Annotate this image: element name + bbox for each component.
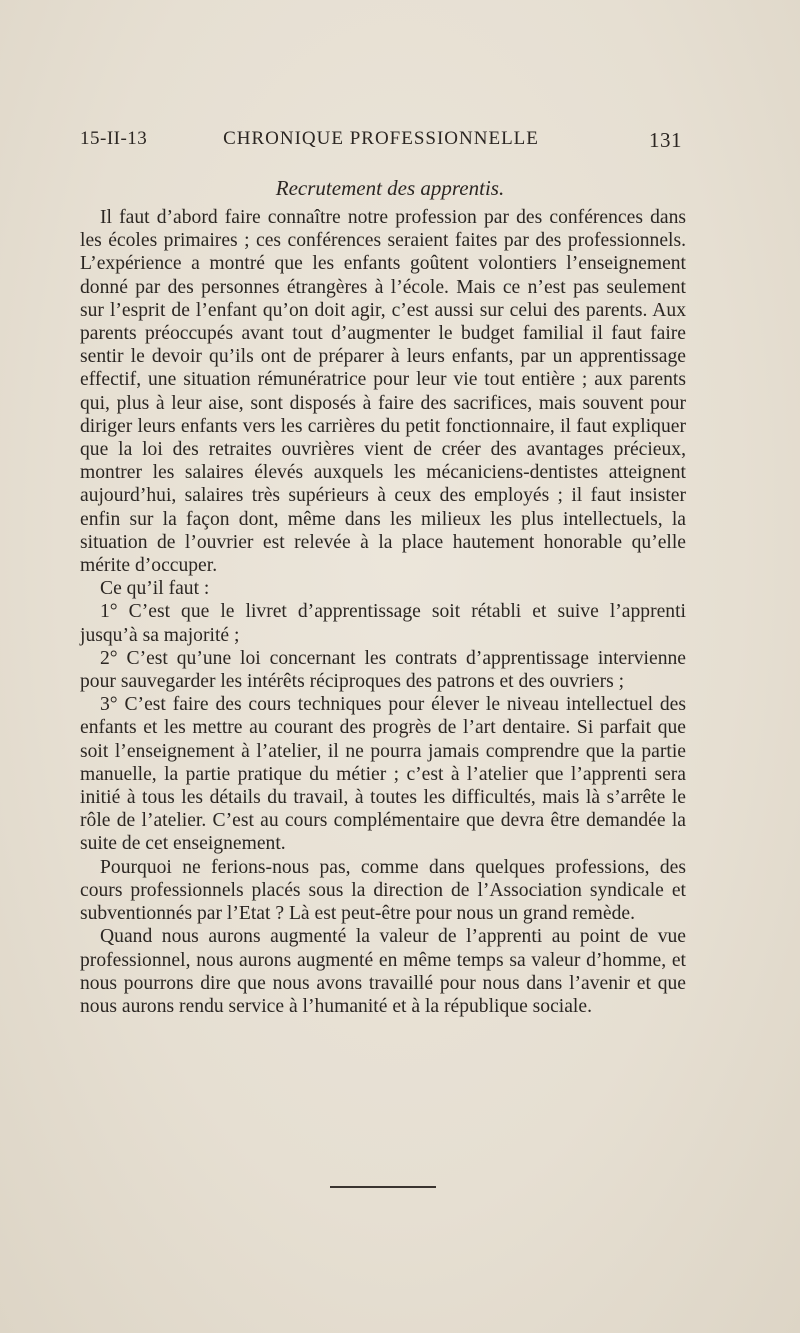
paragraph: Ce qu’il faut : — [100, 578, 210, 600]
list-item: 1° C’est que le livret d’apprentissage soit rétabli et suive l’apprenti jusqu’à sa majorité ; — [80, 601, 686, 646]
body-text — [80, 206, 686, 1018]
list-item: 3° C’est faire des cours techniques pour élever le niveau intellectuel des enfants et les mettre au courant des progrès de l’art dentaire. Si parfait que soit l’enseignement à l’atelier, il ne pourra jamais comprendre que la partie manuelle, la partie pratique du métier ; c’est à l’atelier que l’apprenti sera initié à tous les détails du travail, à toutes les difficultés, mais là s’arrête le rôle de l’atelier. C’est au cours complémentaire que devra être demandée la suite de cet enseignement. — [80, 694, 686, 855]
list-item: 2° C’est qu’une loi concernant les contrats d’apprentissage intervienne pour sauvegarder les intérêts réciproques des patrons et des ouvriers ; — [80, 647, 686, 693]
running-title: CHRONIQUE PROFESSIONNELLE — [223, 128, 539, 149]
section-title: Recrutement des apprentis. — [275, 176, 505, 200]
paragraph: Il faut d’abord faire connaître notre profession par des conférences dans les écoles primaires ; ces conférences seraient faites par des professionnels. L’expérience a montré que les enfants goûtent volontiers l’enseignement donné par des personnes étrangères à l’école. Mais ce n’est pas seulement sur l’esprit de l’enfant qu’on doit agir, c’est aussi sur celui des parents. Aux parents préoccupés avant tout d’augmenter le budget familial il faut faire sentir le devoir qu’ils ont de préparer à leurs enfants, par un apprentissage effectif, une situation rémunératrice pour leur vie tout entière ; aux parents qui, plus à leur aise, sont disposés à faire des sacrifices, mais souvent pour diriger leurs enfants vers les carrières du petit fonctionnaire, il faut expliquer que la loi des retraites ouvrières vient de créer des avantages précieux, montrer les salaires élevés auxquels les mécaniciens-dentistes atteignent aujourd’hui, salaires très supérieurs à ceux des employés ; il faut insister enfin sur la façon dont, même dans les milieux les plus intellectuels, la situation de l’ouvrier est relevée à la place hautement honorable qu’elle mérite d’occuper. — [80, 207, 686, 577]
header-date: 15-II-13 — [80, 128, 148, 149]
paragraph: Quand nous aurons augmenté la valeur de l’apprenti au point de vue professionnel, nous aurons augmenté en même temps sa valeur d’homme, et nous pourrons dire que nous avons travaillé pour nous dans l’avenir et que nous aurons rendu service à l’humanité et à la république sociale. — [80, 926, 686, 1017]
page-number: 131 — [649, 128, 682, 152]
running-header — [80, 128, 682, 158]
closing-rule — [330, 1186, 436, 1188]
paragraph: Pourquoi ne ferions-nous pas, comme dans quelques professions, des cours professionnels placés sous la direction de l’Association syndicale et subventionnés par l’Etat ? Là est peut-être pour nous un grand remède. — [80, 856, 686, 925]
